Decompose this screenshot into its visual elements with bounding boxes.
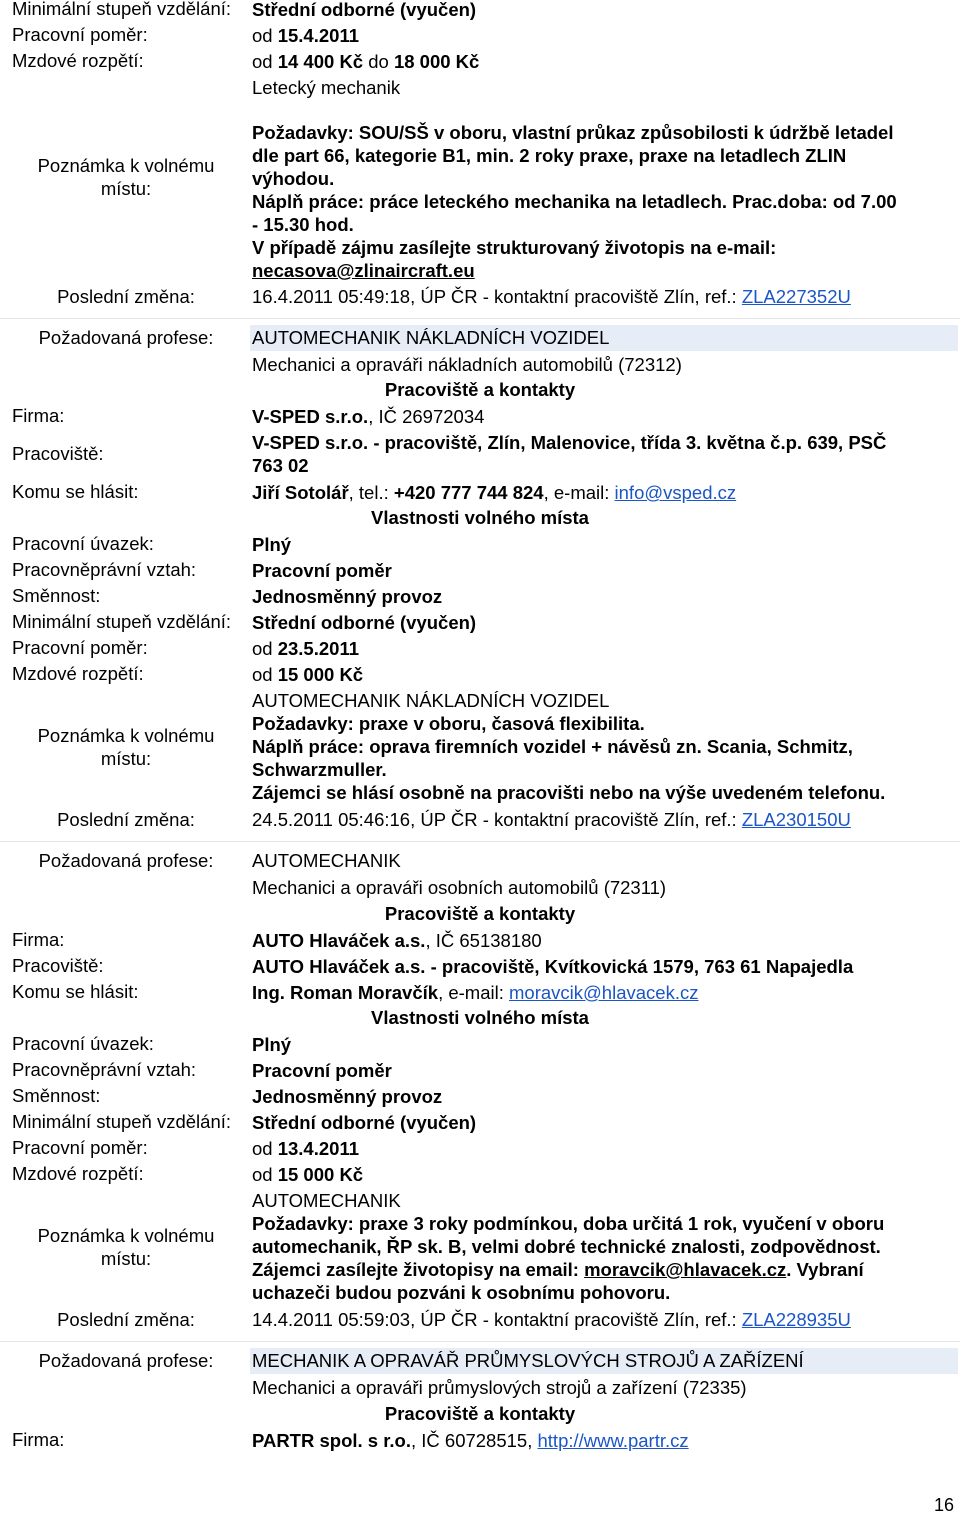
workplace-heading: Pracoviště a kontakty [384,1403,576,1424]
contact-value: Ing. Roman Moravčík, e-mail: moravcik@hlavacek.cz [252,982,699,1003]
ref-link[interactable]: ZLA227352U [741,286,851,307]
note-line: Zájemci zasílejte životopisy na email: moravcik@hlavacek.cz. Vybraní [252,1259,864,1280]
note-line: Požadavky: praxe v oboru, časová flexibilita. [252,713,645,734]
workplace-label: Pracoviště: [12,955,104,976]
last-change-label: Poslední změna: [57,809,195,830]
employment-value: od 15.4.2011 [252,25,359,46]
salary-label: Mzdové rozpětí: [12,663,144,684]
workplace-heading: Pracoviště a kontakty [384,379,576,400]
legal-value: Pracovní poměr [252,1060,392,1081]
profession-label: Požadovaná profese: [38,850,214,871]
page-number: 16 [934,1495,955,1515]
note-text [252,689,952,804]
note-line: - 15.30 hod. [252,214,354,235]
profession-title: AUTOMECHANIK NÁKLADNÍCH VOZIDEL [252,327,610,348]
workload-label: Pracovní úvazek: [12,533,154,554]
note-job-title: Letecký mechanik [252,77,401,98]
company-value: V-SPED s.r.o., IČ 26972034 [252,406,485,427]
legal-label: Pracovněprávní vztah: [12,1059,197,1080]
salary-value: od 15 000 Kč [252,1164,364,1185]
shift-label: Směnnost: [12,1085,101,1106]
note-line: V případě zájmu zasílejte strukturovaný životopis na e-mail: [252,237,777,258]
note-line: Zájemci se hlásí osobně na pracovišti nebo na výše uvedeném telefonu. [252,782,886,803]
ref-link[interactable]: ZLA230150U [741,809,851,830]
profession-title: AUTOMECHANIK [252,850,401,871]
note-line: dle part 66, kategorie B1, min. 2 roky praxe, praxe na letadlech ZLIN [252,145,847,166]
note-title: AUTOMECHANIK [252,1190,401,1211]
last-change-value: 16.4.2011 05:49:18, ÚP ČR - kontaktní pracoviště Zlín, ref.: ZLA227352U [252,286,851,307]
note-email[interactable]: necasova@zlinaircraft.eu [252,260,475,281]
workplace-value: AUTO Hlaváček a.s. - pracoviště, Kvítkovická 1579, 763 61 Napajedla [252,956,854,977]
employment-value: od 23.5.2011 [252,638,359,659]
min-edu-label: Minimální stupeň vzdělání: [12,0,232,19]
contact-email-link[interactable]: moravcik@hlavacek.cz [509,982,699,1003]
contact-value: Jiří Sotolář, tel.: +420 777 744 824, e-mail: info@vsped.cz [252,482,737,503]
min-edu-value: Střední odborné (vyučen) [252,1112,477,1133]
note-email[interactable]: moravcik@hlavacek.cz [584,1259,787,1280]
salary-label: Mzdové rozpětí: [12,50,144,71]
note-line: automechanik, ŘP sk. B, velmi dobré technické znalosti, zodpovědnost. [252,1236,881,1257]
legal-label: Pracovněprávní vztah: [12,559,197,580]
profession-label: Požadovaná profese: [38,327,214,348]
workplace-value: V-SPED s.r.o. - pracoviště, Zlín, Malenovice, třída 3. května č.p. 639, PSČ 763 02 [252,432,887,476]
note-line: uchazeči budou pozváni k osobnímu pohovoru. [252,1282,671,1303]
note-line: Náplň práce: práce leteckého mechanika na letadlech. Prac.doba: od 7.00 [252,191,897,212]
legal-value: Pracovní poměr [252,560,392,581]
note-line: Schwarzmuller. [252,759,387,780]
contact-label: Komu se hlásit: [12,981,139,1002]
min-edu-value: Střední odborné (vyučen) [252,612,477,633]
company-web-link[interactable]: http://www.partr.cz [537,1430,689,1451]
profession-category: Mechanici a opraváři nákladních automobilů (72312) [252,354,682,375]
props-heading: Vlastnosti volného místa [371,1007,589,1028]
workload-value: Plný [252,534,292,555]
separator [0,1341,960,1342]
ref-link[interactable]: ZLA228935U [741,1309,851,1330]
note-label: Poznámka k volnému místu: [37,155,215,199]
note-line: Náplň práce: oprava firemních vozidel + návěsů zn. Scania, Schmitz, [252,736,853,757]
employment-label: Pracovní poměr: [12,1137,148,1158]
last-change-label: Poslední změna: [57,286,195,307]
shift-label: Směnnost: [12,585,101,606]
note-line: Požadavky: praxe 3 roky podmínkou, doba určitá 1 rok, vyučení v oboru [252,1213,885,1234]
shift-value: Jednosměnný provoz [252,586,443,607]
salary-value: od 15 000 Kč [252,664,364,685]
note-text [252,1189,952,1304]
employment-value: od 13.4.2011 [252,1138,359,1159]
salary-label: Mzdové rozpětí: [12,1163,144,1184]
min-edu-label: Minimální stupeň vzdělání: [12,611,232,632]
note-line: Požadavky: SOU/SŠ v oboru, vlastní průkaz způsobilosti k údržbě letadel [252,122,894,143]
profession-title: MECHANIK A OPRAVÁŘ PRŮMYSLOVÝCH STROJŮ A ZAŘÍZENÍ [252,1350,804,1371]
min-edu-value: Střední odborné (vyučen) [252,0,477,20]
employment-label: Pracovní poměr: [12,637,148,658]
profession-label: Požadovaná profese: [38,1350,214,1371]
company-label: Firma: [12,1429,65,1450]
last-change-value: 24.5.2011 05:46:16, ÚP ČR - kontaktní pracoviště Zlín, ref.: ZLA230150U [252,809,851,830]
note-title: AUTOMECHANIK NÁKLADNÍCH VOZIDEL [252,690,610,711]
separator [0,841,960,842]
contact-email-link[interactable]: info@vsped.cz [614,482,737,503]
salary-value: od 14 400 Kč do 18 000 Kč [252,51,480,72]
company-label: Firma: [12,929,65,950]
company-value: PARTR spol. s r.o., IČ 60728515, http://www.partr.cz [252,1430,689,1451]
workload-value: Plný [252,1034,292,1055]
company-label: Firma: [12,405,65,426]
workplace-label: Pracoviště: [12,443,104,464]
note-line: výhodou. [252,168,335,189]
profession-category: Mechanici a opraváři průmyslových strojů a zařízení (72335) [252,1377,747,1398]
min-edu-label: Minimální stupeň vzdělání: [12,1111,232,1132]
workload-label: Pracovní úvazek: [12,1033,154,1054]
separator [0,318,960,319]
shift-value: Jednosměnný provoz [252,1086,443,1107]
employment-label: Pracovní poměr: [12,24,148,45]
note-label: Poznámka k volnému místu: [37,725,215,769]
workplace-heading: Pracoviště a kontakty [384,903,576,924]
last-change-value: 14.4.2011 05:59:03, ÚP ČR - kontaktní pracoviště Zlín, ref.: ZLA228935U [252,1309,851,1330]
last-change-label: Poslední změna: [57,1309,195,1330]
note-label: Poznámka k volnému místu: [37,1225,215,1269]
company-value: AUTO Hlaváček a.s., IČ 65138180 [252,930,542,951]
contact-label: Komu se hlásit: [12,481,139,502]
profession-category: Mechanici a opraváři osobních automobilů (72311) [252,877,667,898]
note-text [252,76,952,282]
props-heading: Vlastnosti volného místa [371,507,589,528]
